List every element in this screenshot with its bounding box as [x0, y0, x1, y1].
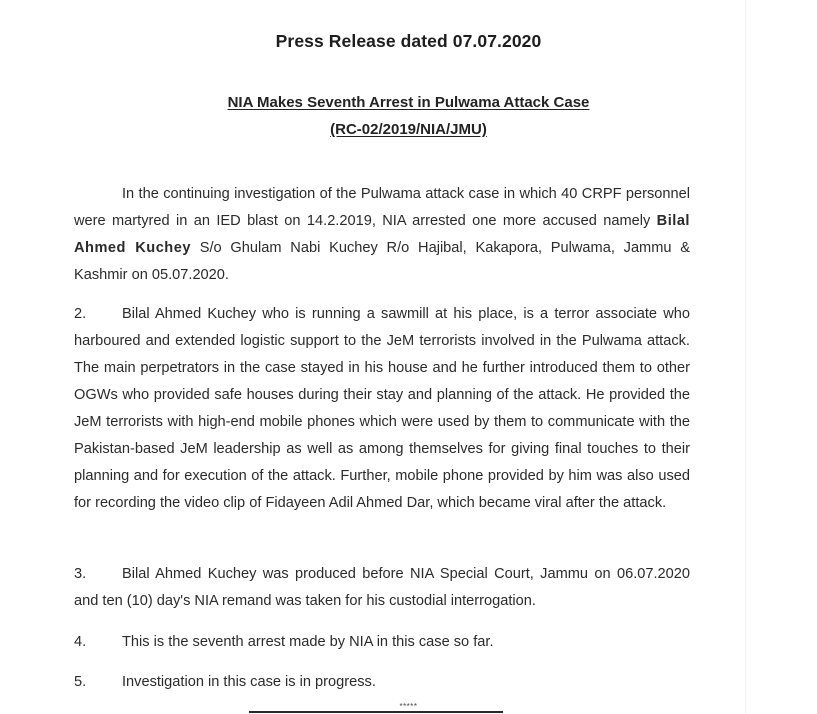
paragraph-number: 2.: [74, 306, 87, 322]
end-rule-divider: [249, 711, 503, 713]
paragraph-1-text-b: S/o Ghulam Nabi Kuchey R/o Hajibal, Kakapora, Pulwama, Jammu & Kashmir on 05.07.2020.: [74, 240, 690, 283]
paragraph-2-text: Bilal Ahmed Kuchey who is running a sawmill at his place, is a terror associate who harboured and extended logistic support to the JeM terrorists involved in the Pulwama attack. The main perpetrators in the case stayed in his house and he further introduced them to other OGWs who provided safe houses during their stay and planning of the attack. He provided the JeM terrorists with high-end mobile phones which were used by them to communicate with the Pakistan-based JeM leadership as well as among themselves for giving final touches to their planning and for execution of the attack. Further, mobile phone provided by him was also used for recording the video clip of Fidayeen Adil Ahmed Dar, which became viral after the attack.: [74, 306, 690, 511]
paragraph-4: [74, 629, 690, 656]
press-release-title: Press Release dated 07.07.2020: [275, 31, 542, 51]
paragraph-2: [74, 301, 690, 517]
case-reference: (RC-02/2019/NIA/JMU): [330, 121, 487, 138]
paragraph-number: 5.: [74, 674, 87, 690]
end-marker: *****: [399, 702, 418, 711]
paragraph-4-text: This is the seventh arrest made by NIA in this case so far.: [122, 634, 494, 650]
paragraph-3-text: Bilal Ahmed Kuchey was produced before NIA Special Court, Jammu on 06.07.2020 and ten (10) day's NIA remand was taken for his custodial interrogation.: [74, 566, 690, 609]
paragraph-number: 4.: [74, 634, 87, 650]
paragraph-1: [74, 181, 690, 289]
accused-name: Bilal Ahmed Kuchey: [74, 213, 690, 256]
paragraph-5: [74, 669, 690, 696]
paragraph-number: 3.: [74, 566, 87, 582]
paragraph-3: [74, 561, 690, 615]
paragraph-1-text-a: In the continuing investigation of the Pulwama attack case in which 40 CRPF personnel were martyred in an IED blast on 14.2.2019, NIA arrested one more accused namely: [74, 186, 690, 229]
headline: NIA Makes Seventh Arrest in Pulwama Attack Case: [227, 94, 590, 111]
paragraph-5-text: Investigation in this case is in progress.: [122, 674, 376, 690]
